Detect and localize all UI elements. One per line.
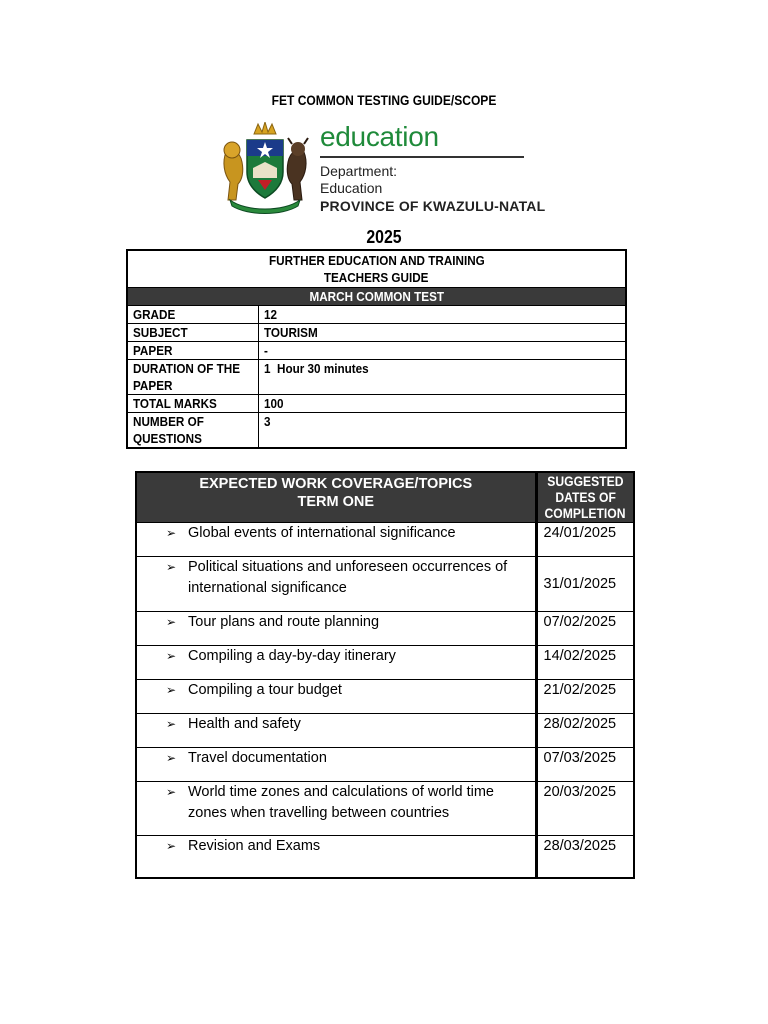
topic-text: Global events of international significance <box>188 525 456 541</box>
topic-text-line1: Political situations and unforeseen occurrences of <box>188 559 508 575</box>
table-row <box>127 342 626 360</box>
table-row <box>136 557 634 612</box>
dates-header <box>536 472 634 523</box>
table-row <box>127 360 626 395</box>
document-year: 2025 <box>366 227 402 247</box>
table-row <box>136 782 634 836</box>
completion-date: 28/02/2025 <box>543 716 617 732</box>
info-label: DURATION OF THE <box>133 361 241 376</box>
topic-text: Travel documentation <box>188 750 327 766</box>
arrow-bullet-icon: ➢ <box>166 560 177 574</box>
arrow-bullet-icon: ➢ <box>166 717 177 731</box>
completion-date: 07/02/2025 <box>543 614 617 630</box>
info-heading-line2: TEACHERS GUIDE <box>324 270 429 285</box>
topic-text: Tour plans and route planning <box>188 614 380 630</box>
info-label: PAPER <box>133 343 173 358</box>
topic-text <box>188 782 494 824</box>
topic-text-line1: World time zones and calculations of world time <box>188 784 494 800</box>
info-value: TOURISM <box>263 325 318 340</box>
table-row <box>136 646 634 680</box>
department-name: Education <box>320 180 383 196</box>
arrow-bullet-icon: ➢ <box>166 839 177 853</box>
info-subheading-row <box>127 288 626 306</box>
info-label: SUBJECT <box>133 325 188 340</box>
topic-text: Health and safety <box>188 716 301 732</box>
department-logo <box>220 122 550 217</box>
topics-header-line2: TERM ONE <box>297 494 375 510</box>
completion-date: 31/01/2025 <box>543 575 617 592</box>
table-row <box>127 413 626 449</box>
completion-date: 07/03/2025 <box>543 750 617 766</box>
info-label: PAPER <box>133 378 173 393</box>
info-value: 12 <box>263 307 277 322</box>
table-row <box>127 395 626 413</box>
arrow-bullet-icon: ➢ <box>166 785 177 799</box>
topic-text: Compiling a day-by-day itinerary <box>188 648 396 664</box>
info-value: - <box>263 343 268 358</box>
info-label: GRADE <box>133 307 176 322</box>
topics-header-line1: EXPECTED WORK COVERAGE/TOPICS <box>199 476 473 492</box>
test-info-table <box>126 249 627 449</box>
arrow-bullet-icon: ➢ <box>166 751 177 765</box>
work-coverage-table <box>135 471 635 879</box>
arrow-bullet-icon: ➢ <box>166 683 177 697</box>
document-title: FET COMMON TESTING GUIDE/SCOPE <box>271 92 497 108</box>
province-name: PROVINCE OF KWAZULU-NATAL <box>320 198 546 214</box>
info-label: QUESTIONS <box>133 431 202 446</box>
topic-text <box>188 557 507 599</box>
completion-date: 28/03/2025 <box>543 838 617 854</box>
dates-header-line2: DATES OF <box>554 490 616 505</box>
table-row <box>127 324 626 342</box>
arrow-bullet-icon: ➢ <box>166 615 177 629</box>
completion-date: 20/03/2025 <box>543 784 617 800</box>
topics-header <box>136 472 536 523</box>
info-subheading-text: MARCH COMMON TEST <box>309 289 444 304</box>
table-row <box>136 748 634 782</box>
completion-date: 21/02/2025 <box>543 682 617 698</box>
table-row <box>136 612 634 646</box>
info-label: NUMBER OF <box>133 414 204 429</box>
info-subheading <box>127 288 626 306</box>
info-heading-line1: FURTHER EDUCATION AND TRAINING <box>268 253 485 268</box>
info-heading <box>127 250 626 288</box>
info-label: TOTAL MARKS <box>133 396 217 411</box>
table-row <box>127 306 626 324</box>
completion-date: 24/01/2025 <box>543 525 617 541</box>
table-row <box>136 836 634 878</box>
topics-header-row <box>136 472 634 523</box>
brand-divider <box>320 156 524 158</box>
topic-text: Revision and Exams <box>188 838 321 854</box>
info-value: 1 Hour 30 minutes <box>263 361 369 376</box>
dates-header-line3: COMPLETION <box>544 506 626 521</box>
table-row <box>136 523 634 557</box>
brand-wordmark: education <box>320 121 439 152</box>
department-label: Department: <box>320 163 398 179</box>
table-row <box>136 714 634 748</box>
info-value: 100 <box>263 396 284 411</box>
dates-header-line1: SUGGESTED <box>547 474 624 489</box>
info-heading-row <box>127 250 626 288</box>
topic-text: Compiling a tour budget <box>188 682 342 698</box>
arrow-bullet-icon: ➢ <box>166 526 177 540</box>
coat-of-arms-icon <box>220 122 310 214</box>
table-row <box>136 680 634 714</box>
completion-date: 14/02/2025 <box>543 648 617 664</box>
topic-text-line2: international significance <box>188 580 347 596</box>
arrow-bullet-icon: ➢ <box>166 649 177 663</box>
info-value: 3 <box>263 414 271 429</box>
topic-text-line2: zones when travelling between countries <box>188 805 450 821</box>
